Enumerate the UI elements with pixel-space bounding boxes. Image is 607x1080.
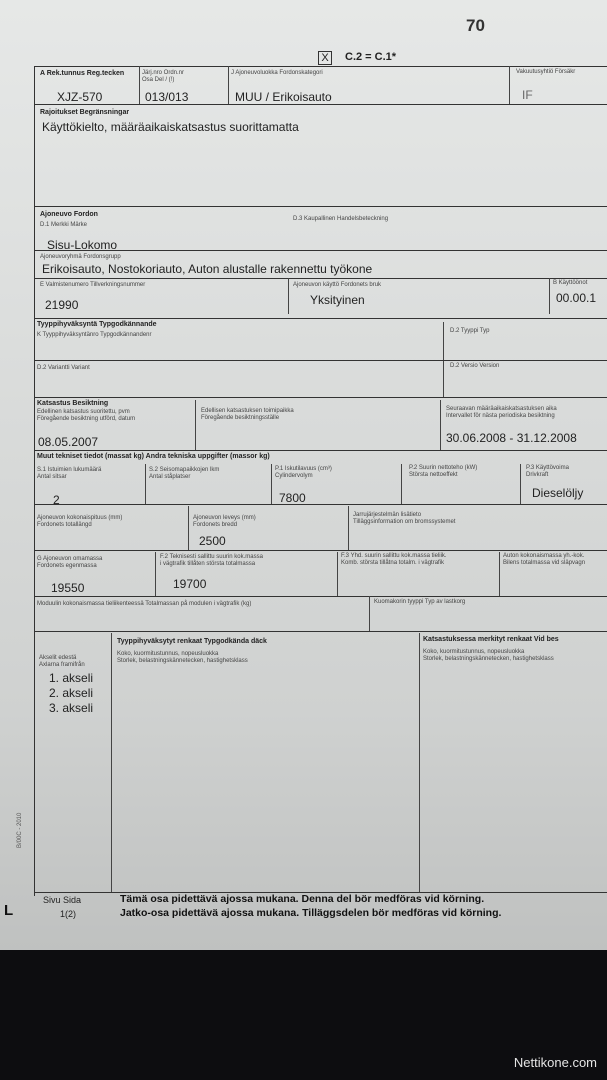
type-approval-number-label: K Tyyppihyväksyntänro Typgodkännandenr: [37, 332, 152, 338]
approved-tyres-sub-fi: Koko, kuormitustunnus, nopeusluokka: [117, 651, 219, 657]
width-label-fi: Ajoneuvon leveys (mm): [193, 515, 256, 521]
max-mass-label-sv: i vägtrafik tillåten största totalmassa: [160, 561, 256, 567]
inspected-tyres-title: Katsastuksessa merkityt renkaat Vid bes: [423, 636, 559, 643]
axle-2: 2. akseli: [49, 686, 94, 700]
make-value: Sisu-Lokomo: [47, 238, 118, 252]
type-label: D.2 Tyyppi Typ: [450, 328, 490, 334]
approved-tyres-title: Tyyppihyväksytyt renkaat Typgodkända däck: [117, 638, 267, 645]
serial-number-label: E Valmistenumero Tillverkningsnummer: [40, 282, 146, 288]
next-inspection-label-fi: Seuraavan määräaikaiskatsastuksen aika: [446, 406, 557, 412]
displacement-label-sv: Cylindervolym: [275, 473, 313, 479]
max-mass-value: 19700: [173, 577, 207, 591]
axles-label-sv: Axlarna framifrån: [39, 662, 85, 668]
axle-list: [37, 671, 93, 716]
power-label-sv: Största nettoeffekt: [409, 472, 458, 478]
trailer-mass-label-fi: Auton kokonaismassa yh.-kok.: [503, 553, 585, 559]
fuel-label-fi: P.3 Käyttövoima: [526, 465, 569, 471]
page-value: 1(2): [60, 909, 77, 919]
reg-number-label: A Rek.tunnus Reg.tecken: [40, 70, 125, 77]
prev-inspection-label-fi: Edellinen katsastus suoritettu, pvm: [37, 409, 130, 415]
brake-label-fi: Jarrujärjestelmän lisätieto: [353, 512, 422, 518]
footer-line-1: Tämä osa pidettävä ajossa mukana. Denna del bör medföras vid körning.: [120, 893, 485, 905]
trailer-mass-label-sv: Bilens totalmassa vid släpvagn: [503, 560, 586, 566]
approved-tyres-sub-sv: Storlek, belastningskännetecken, hastighetsklass: [117, 658, 248, 664]
serial-number: 21990: [45, 298, 79, 312]
comb-mass-label-sv: Komb. största tillåtna totalm. i vägtrafik: [341, 560, 445, 566]
next-inspection-label-sv: Intervallet för nästa periodiska besiktning: [446, 413, 555, 419]
standing-label-fi: S.2 Seisomapaikkojen lkm: [149, 467, 220, 473]
seats-value: 2: [53, 493, 60, 507]
order-number-label: Järj.nro Ordn.nr: [142, 70, 185, 76]
restrictions-value: Käyttökielto, määräaikaiskatsastus suorittamatta: [42, 120, 299, 134]
prev-place-label-sv: Föregående besiktningsställe: [201, 415, 280, 421]
restrictions-label: Rajoitukset Begränsningar: [40, 109, 130, 116]
registration-form: [34, 66, 607, 896]
vehicle-section-label: Ajoneuvo Fordon: [40, 211, 98, 218]
vehicle-class-label: J Ajoneuvoluokka Fordonskategori: [231, 70, 323, 76]
version-label: D.2 Versio Version: [450, 363, 500, 369]
insurer: IF: [522, 88, 533, 102]
prev-inspection-date: 08.05.2007: [38, 435, 99, 449]
displacement-value: 7800: [279, 491, 306, 505]
section-code: C.2 = C.1*: [345, 51, 397, 63]
section-checkbox[interactable]: X: [318, 51, 332, 65]
next-inspection-period: 30.06.2008 - 31.12.2008: [446, 431, 577, 445]
variant-label: D.2 Variantti Variant: [37, 365, 90, 371]
order-part-label: Osa Del / (!): [142, 77, 175, 83]
width-value: 2500: [199, 534, 226, 548]
first-use-date: 00.00.1: [556, 291, 597, 305]
vehicle-class: MUU / Erikoisauto: [235, 90, 332, 104]
footer-line-2: Jatko-osa pidettävä ajossa mukana. Tilläggsdelen bör medföras vid körning.: [120, 907, 502, 919]
vehicle-group-label: Ajoneuvoryhmä Fordonsgrupp: [40, 254, 121, 260]
axle-1: 1. akseli: [49, 671, 94, 685]
axles-label-fi: Akselit edestä: [39, 655, 77, 661]
curb-mass-label-sv: Fordonets egenmassa: [37, 563, 97, 569]
inspection-section: Katsastus Besiktning: [37, 400, 109, 407]
power-label-fi: P.2 Suurin nettoteho (kW): [409, 465, 478, 471]
displacement-label-fi: P.1 Iskutilavuus (cm³): [275, 466, 332, 472]
first-use-label: B Käyttöönot: [553, 280, 588, 286]
length-label-sv: Fordonets totallängd: [37, 522, 92, 528]
standing-label-sv: Antal ståplatser: [149, 474, 191, 480]
seats-label-sv: Antal sitsar: [37, 474, 67, 480]
page-number: 70: [466, 16, 485, 35]
trade-name-label: D.3 Kaupallinen Handelsbeteckning: [293, 216, 389, 222]
vehicle-use-label: Ajoneuvon käyttö Fordonets bruk: [293, 282, 382, 288]
order-number: 013/013: [145, 90, 189, 104]
reg-number: XJZ-570: [57, 90, 103, 104]
prev-inspection-label-sv: Föregående besiktning utförd, datum: [37, 416, 136, 422]
width-label-sv: Fordonets bredd: [193, 522, 238, 528]
curb-mass-value: 19550: [51, 581, 85, 595]
type-approval-section: Tyyppihyväksyntä Typgodkännande: [37, 321, 157, 328]
comb-mass-label-fi: F.3 Yhd. suurin sallittu kok.massa tieliik.: [341, 553, 447, 559]
vehicle-use: Yksityinen: [310, 293, 365, 307]
make-label: D.1 Merkki Märke: [40, 222, 88, 228]
axle-3: 3. akseli: [49, 701, 94, 715]
tech-section: Muut tekniset tiedot (massat kg) Andra tekniska uppgifter (massor kg): [37, 453, 270, 460]
curb-mass-label-fi: G Ajoneuvon omamassa: [37, 556, 103, 562]
prev-place-label-fi: Edellisen katsastuksen toimipaikka: [201, 408, 294, 414]
length-label-fi: Ajoneuvon kokonaispituus (mm): [37, 515, 123, 521]
max-mass-label-fi: F.2 Teknisesti sallittu suurin kok.massa: [160, 554, 263, 560]
insurer-label: Vakuutusyhtiö Försäkr: [516, 69, 576, 75]
inspected-tyres-sub-fi: Koko, kuormitustunnus, nopeusluokka: [423, 649, 525, 655]
watermark: Nettikone.com: [513, 1055, 597, 1070]
fuel-label-sv: Drivkraft: [526, 472, 549, 478]
seats-label-fi: S.1 Istuimien lukumäärä: [37, 467, 102, 473]
form-code: B/00C - 2010: [17, 812, 23, 848]
body-type-label: Kuomakorin tyyppi Typ av lastkorg: [374, 599, 466, 605]
brake-label-sv: Tilläggsinformation om bromssystemet: [353, 519, 456, 525]
module-mass-label: Moduulin kokonaismassa tieliikenteessä Totalmassan på modulen i vägtrafik (kg): [37, 601, 252, 607]
page-label: Sivu Sida: [43, 895, 82, 905]
vehicle-group: Erikoisauto, Nostokoriauto, Auton alustalle rakennettu työkone: [42, 262, 373, 276]
margin-letter: L: [4, 902, 14, 919]
fuel-value: Dieselöljy: [532, 486, 584, 500]
inspected-tyres-sub-sv: Storlek, belastningskännetecken, hastighetsklass: [423, 656, 554, 662]
